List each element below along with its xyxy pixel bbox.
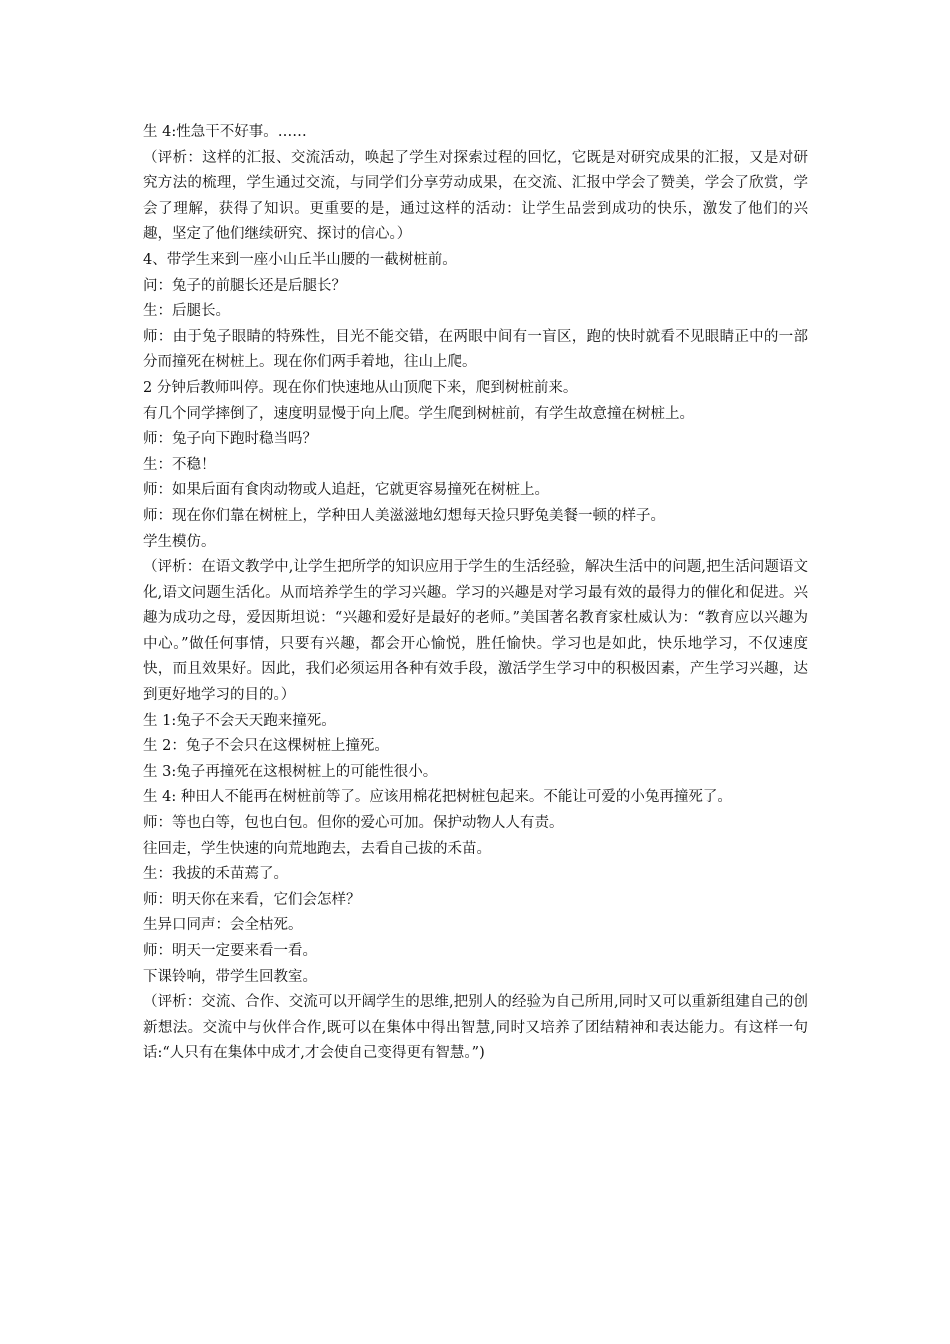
paragraph-teacher-love: 师：等也白等，包也白包。但你的爱心可加。保护动物人人有责。	[143, 815, 564, 832]
paragraph-seedlings-wilted: 生：我拔的禾苗蔫了。	[143, 866, 288, 883]
paragraph-student-not-stable: 生：不稳！	[143, 456, 216, 473]
paragraph-teacher-imagine: 师：现在你们靠在树桩上，学种田人美滋滋地幻想每天捡只野兔美餐一顿的样子。	[143, 507, 665, 524]
paragraph-commentary-2: （评析：在语文教学中,让学生把所学的知识应用于学生的生活经验，解决生活中的问题,把生活问题语文化,语文问题生活化。从而培养学生的学习兴趣。学习的兴趣是对学习最有效的最得力的催化和促进。兴趣为成功之母，爱因斯坦说：“兴趣和爱好是最好的老师。”美国著名教育家杜威认为：“教育应以兴趣为中心。”做任何事情，只要有兴趣，都会开心愉悦，胜任愉快。学习也是如此，快乐地学习，不仅速度快，而且效果好。因此，我们必须运用各种有效手段，激活学生学习中的积极因素，产生学习兴趣，达到更好地学习的目的。）	[143, 559, 808, 704]
paragraph-teacher-tomorrow: 师：明天你在来看，它们会怎样？	[143, 891, 361, 908]
paragraph-student-3: 生 3:兔子再撞死在这根树桩上的可能性很小。	[143, 763, 438, 780]
paragraph-student-hind-legs: 生：后腿长。	[143, 303, 230, 320]
paragraph-step-4: 4、带学生来到一座小山丘半山腰的一截树桩前。	[143, 251, 457, 268]
paragraph-walk-back: 往回走，学生快速的向荒地跑去，去看自己拔的禾苗。	[143, 840, 491, 857]
paragraph-teacher-predator: 师：如果后面有食肉动物或人追赶，它就更容易撞死在树桩上。	[143, 482, 549, 499]
paragraph-student-2: 生 2：兔子不会只在这棵树桩上撞死。	[143, 738, 389, 755]
paragraph-teacher-eyes: 师：由于兔子眼睛的特殊性，目光不能交错，在两眼中间有一盲区，跑的快时就看不见眼睛正中的一部分而撞死在树桩上。现在你们两手着地，往山上爬。	[143, 328, 808, 371]
document-body	[143, 120, 808, 1067]
paragraph-student-4-hasty: 生 4:性急干不好事。……	[143, 124, 307, 140]
paragraph-students-fall: 有几个同学摔倒了，速度明显慢于向上爬。学生爬到树桩前，有学生故意撞在树桩上。	[143, 405, 694, 422]
paragraph-student-4-cotton: 生 4: 种田人不能再在树桩前等了。应该用棉花把树桩包起来。不能让可爱的小兔再撞死了。	[143, 789, 732, 806]
paragraph-teacher-come-see: 师：明天一定要来看一看。	[143, 943, 317, 959]
paragraph-question-legs: 问：兔子的前腿长还是后腿长？	[143, 277, 346, 294]
paragraph-teacher-stable: 师：兔子向下跑时稳当吗？	[143, 431, 317, 448]
paragraph-commentary-3: （评析：交流、合作、交流可以开阔学生的思维,把别人的经验为自己所用,同时又可以重新组建自己的创新想法。交流中与伙伴合作,既可以在集体中得出智慧,同时又培养了团结精神和表达能力。有这样一句话:“人只有在集体中成才,才会使自己变得更有智慧。”)	[143, 994, 808, 1062]
paragraph-students-imitate: 学生模仿。	[143, 533, 216, 550]
paragraph-student-1: 生 1:兔子不会天天跑来撞死。	[143, 712, 336, 729]
paragraph-two-minutes: 2 分钟后教师叫停。现在你们快速地从山顶爬下来，爬到树桩前来。	[143, 379, 578, 396]
paragraph-commentary-1: （评析：这样的汇报、交流活动，唤起了学生对探索过程的回忆，它既是对研究成果的汇报，又是对研究方法的梳理，学生通过交流，与同学们分享劳动成果，在交流、汇报中学会了赞美，学会了欣赏，学会了理解，获得了知识。更重要的是，通过这样的活动：让学生品尝到成功的快乐，激发了他们的兴趣，坚定了他们继续研究、探讨的信心。）	[143, 149, 808, 243]
paragraph-students-unison: 生异口同声：会全枯死。	[143, 917, 303, 934]
paragraph-bell-rings: 下课铃响，带学生回教室。	[143, 968, 317, 985]
